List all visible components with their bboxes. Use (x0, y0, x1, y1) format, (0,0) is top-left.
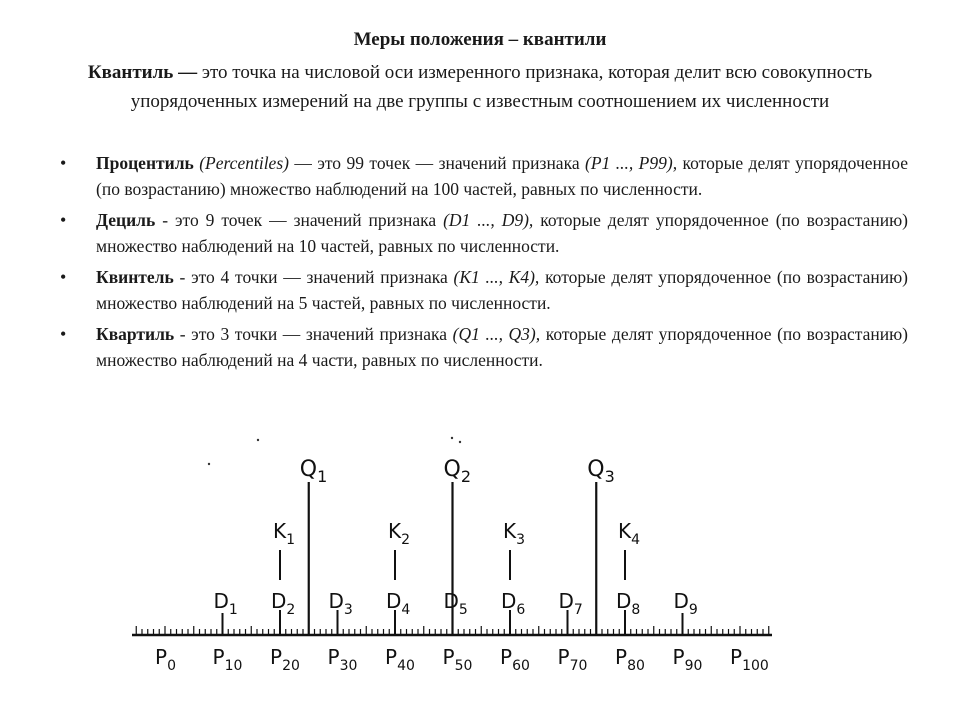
percentile-label-p10: $P_{10}$ (212, 645, 243, 674)
item-text: - это 3 точки — значений признака (174, 324, 453, 344)
list-item-percentile (60, 150, 908, 202)
item-range: (P1 ..., P99), (585, 153, 678, 173)
decile-label-d4: $D_4$ (386, 589, 411, 618)
decile-label-d3: $D_3$ (328, 589, 353, 618)
decile-label-d9: $D_9$ (673, 589, 698, 618)
quantile-scale-diagram (0, 420, 960, 720)
title-block (60, 28, 900, 116)
item-range: (Q1 ..., Q3), (452, 324, 541, 344)
decile-label-d6: $D_6$ (501, 589, 526, 618)
scan-speck (451, 437, 453, 439)
list-item-quintile (60, 264, 908, 316)
bullet-icon: • (60, 153, 67, 173)
percentile-label-p60: $P_{60}$ (500, 645, 530, 674)
quintile-label-k2: $K_2$ (388, 519, 411, 548)
quantile-types-list (60, 150, 908, 378)
percentile-label-p20: $P_{20}$ (270, 645, 300, 674)
scan-speck (208, 463, 210, 465)
decile-label-d2: $D_2$ (271, 589, 296, 618)
item-range: (D1 ..., D9), (443, 210, 534, 230)
quintile-label-k1: $K_1$ (273, 519, 296, 548)
list-item-quartile (60, 321, 908, 373)
term-percentile: Процентиль (96, 153, 194, 173)
item-text: - это 4 точки — значений признака (173, 267, 454, 287)
quantile-definition (60, 58, 900, 116)
term-decile: Дециль (96, 210, 156, 230)
percentile-label-p0: $P_0$ (155, 645, 176, 674)
percentile-label-p30: $P_{30}$ (327, 645, 358, 674)
definition-text: это точка на числовой оси измеренного признака, которая делит всю совокупность упорядоченных измерений на две группы с известным соотношением их численности (130, 62, 873, 112)
term-quintile: Квинтель (96, 267, 174, 287)
percentile-label-p100: $P_{100}$ (730, 645, 769, 674)
scan-speck (257, 439, 259, 441)
slide-title: Меры положения – квантили (353, 29, 607, 50)
quartile-label-q2: $Q_2$ (443, 457, 472, 486)
decile-label-d1: $D_1$ (213, 589, 238, 618)
percentile-label-p90: $P_{90}$ (672, 645, 703, 674)
item-text: - это 9 точек — значений признака (155, 210, 444, 230)
quintile-label-k3: $K_3$ (503, 519, 526, 548)
item-text: которые делят упорядоченное (по возрастанию) множество наблюдений на 5 частей, равных по численности. (96, 267, 908, 313)
item-text: которые делят упорядоченное (по возрастанию) множество наблюдений на 10 частей, равных по численности. (96, 210, 908, 256)
item-text: которые делят упорядоченное (по возрастанию) множество наблюдений на 4 части, равных по численности. (96, 324, 908, 370)
quartile-label-q3: $Q_3$ (587, 457, 615, 486)
term-en: (Percentiles) (199, 153, 289, 173)
quartile-label-q1: $Q_1$ (299, 457, 328, 486)
bullet-icon: • (60, 324, 67, 344)
percentile-label-p80: $P_{80}$ (615, 645, 645, 674)
decile-label-d8: $D_8$ (616, 589, 641, 618)
list-item-decile (60, 207, 908, 259)
decile-label-d7: $D_7$ (558, 589, 583, 618)
item-range: (К1 ..., К4), (453, 267, 540, 287)
definition-term: Квантиль — (87, 62, 198, 83)
percentile-label-p50: $P_{50}$ (442, 645, 473, 674)
item-text: — это 99 точек — значений признака (288, 153, 586, 173)
bullet-icon: • (60, 267, 67, 287)
decile-label-d5: $D_5$ (443, 589, 468, 618)
percentile-label-p70: $P_{70}$ (557, 645, 588, 674)
quintile-label-k4: $K_4$ (618, 519, 641, 548)
bullet-icon: • (60, 210, 67, 230)
item-text: которые делят упорядоченное (по возрастанию) множество наблюдений на 100 частей, равных по численности. (96, 153, 908, 199)
scan-speck (459, 441, 461, 443)
term-quartile: Квартиль (96, 324, 175, 344)
percentile-label-p40: $P_{40}$ (385, 645, 415, 674)
